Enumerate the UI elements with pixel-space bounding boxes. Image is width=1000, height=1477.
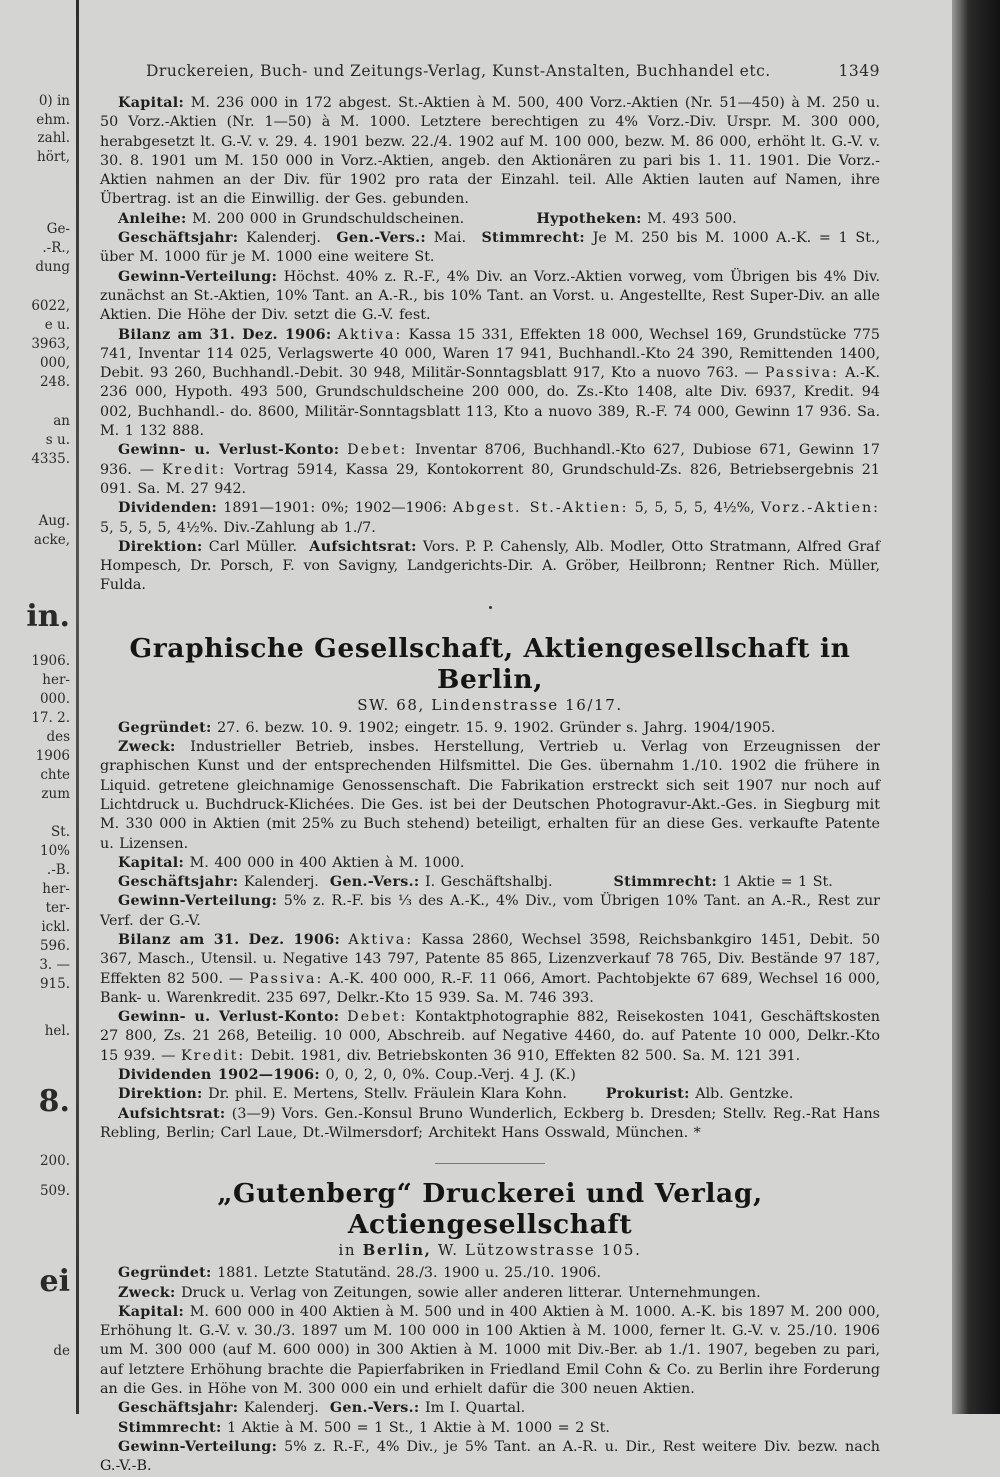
prokurist-label: Prokurist: [605, 1086, 690, 1103]
section-rule [435, 1163, 545, 1164]
bilanz-aktiva-text: Kassa 2860, Wechsel 3598, Reichsbankgiro 1451, Debit. 50 367, Masch., Utensil. u. Negative 143 797, Patente 85 865, Lizenzverkauf 78 765, Div. Bestände 97 187, Effekten 82 500. — [100, 931, 881, 987]
geschaeftsjahr-paragraph [100, 229, 880, 268]
address-street: W. Lützowstrasse 105. [437, 1241, 642, 1260]
dividenden-st-aktien: Abgest. St.-Aktien: [452, 500, 629, 517]
geschaeftsjahr-label: Geschäftsjahr: [118, 874, 239, 891]
stimmrecht-paragraph [100, 1419, 880, 1438]
company-address-gutenberg [100, 1240, 880, 1260]
guv-kredit-text: Debit. 1981, div. Betriebskonten 36 910, Effekten 82 500. Sa. M. 121 391. [250, 1047, 801, 1064]
previous-column-line: Aug. [38, 513, 70, 529]
gewinn-paragraph [100, 1438, 880, 1477]
kapital-label: Kapital: [118, 854, 185, 871]
previous-column-line: 509. [39, 1183, 70, 1199]
direktion-text: Carl Müller. [208, 538, 298, 555]
zweck-label: Zweck: [118, 1284, 176, 1301]
kapital-text: M. 400 000 in 400 Aktien à M. 1000. [189, 854, 465, 871]
dividenden-text: 0, 0, 2, 0, 0%. Coup.-Verj. 4 J. (K.) [325, 1067, 576, 1084]
previous-column-line: 000, [39, 355, 70, 371]
zweck-text: Industrieller Betrieb, insbes. Herstellung, Vertrieb u. Verlag von Erzeugnissen der graphischen Kunst und der entsprechenden Hilfsmittel. Die Ges. übernahm 1./10. 1902 die frühere in Liquid. getretene gleichnamige Genossenschaft. Die Fabrikation erstreckt sich seit 1907 nur noch auf Lichtdruck u. Buchdruck-Klichées. Die Ges. ist bei der Deutschen Photogravur-Akt.-Ges. in Siegburg mit M. 330 000 in Aktien (mit 25% zu Buch stehend) beteiligt, erhalten für an diese Ges. verkaufte Patente u. Lizensen. [100, 739, 880, 852]
geschaeftsjahr-text: Kalenderj. [246, 230, 321, 247]
geschaeftsjahr-label: Geschäftsjahr: [118, 1400, 239, 1417]
company-address-graphische: SW. 68, Lindenstrasse 16/17. [357, 695, 623, 714]
previous-column-line: 000. [39, 691, 70, 707]
previous-column-line: .-B. [46, 862, 70, 878]
stimmrecht-text: Je M. 250 bis M. 1000 A.-K. = 1 St., über M. 1000 für je M. 1000 eine weitere St. [100, 230, 881, 266]
geschaeftsjahr-text: Kalenderj. [243, 874, 319, 891]
running-head [100, 62, 880, 80]
dividenden-text-b: 5, 5, 5, 5, 4½%, [634, 500, 755, 517]
previous-column-line: .-R., [42, 240, 70, 256]
previous-column-line: zum [41, 786, 70, 802]
previous-column-line: 1906 [35, 748, 70, 764]
gegruendet-paragraph [100, 719, 880, 738]
previous-column-line: e u. [44, 317, 70, 333]
address-prefix: in [338, 1241, 357, 1260]
aufsichtsrat-label: Aufsichtsrat: [309, 538, 417, 555]
previous-column-line: 596. [39, 938, 70, 954]
previous-column-line: 10% [39, 843, 70, 859]
gegruendet-label: Gegründet: [118, 719, 212, 736]
genvers-text: I. Geschäftshalbj. [425, 874, 553, 891]
geschaeftsjahr-paragraph [100, 873, 880, 892]
direktion-paragraph [100, 1085, 880, 1104]
running-title: Druckereien, Buch- und Zeitungs-Verlag, Kunst-Anstalten, Buchhandel etc. [146, 62, 771, 80]
previous-column-line: acke, [33, 532, 70, 548]
aufsichtsrat-label: Aufsichtsrat: [118, 1105, 226, 1122]
previous-column-line: 6022, [31, 298, 70, 314]
kapital-paragraph [100, 1303, 880, 1399]
previous-column-line: 0) in [38, 93, 70, 109]
kapital-text: M. 236 000 in 172 abgest. St.-Aktien à M. 500, 400 Vorz.-Aktien (Nr. 51—450) à M. 250 u. 50 Vorz.-Aktien (Nr. 1—50) à M. 1000. Letztere berechtigen zu 4% Vorz.-Div. Urspr. M. 300 000, herabgesetzt lt. G.-V. v. 29. 4. 1901 bezw. 22./4. 1902 auf M. 100 000, bezw. M. 86 000, erhöht lt. G.-V. v. 30. 8. 1901 um M. 150 000 in Vorz.-Aktien, angeb. den Aktionären zu pari bis 1. 11. 1901. Die Vorz.-Aktien nahmen an der Div. für 1902 pro rata der Einzahl. teil. Alle Aktien lauten auf Namen, ihre Übertrag. ist an die Einwillig. der Ges. gebunden. [100, 95, 880, 208]
aufsichtsrat-text: (3—9) Vors. Gen.-Konsul Bruno Wunderlich, Eckberg b. Dresden; Stellv. Reg.-Rat Hans Rebling, Berlin; Carl Laue, Dt.-Wilmersdorf; Architekt Hans Osswald, München. * [100, 1105, 880, 1141]
bilanz-paragraph [100, 931, 880, 1008]
previous-column-line: 8. [38, 1084, 70, 1119]
guv-paragraph [100, 441, 880, 499]
guv-debet-text: Inventar 8706, Buchhandl.-Kto 627, Dubiose 671, Gewinn 17 936. — [100, 442, 881, 478]
entry-continued [100, 94, 880, 609]
company-title-gutenberg: „Gutenberg“ Druckerei und Verlag, Actiengesellschaft [217, 1178, 763, 1241]
entry-gutenberg [100, 1178, 880, 1476]
geschaeftsjahr-paragraph [100, 1399, 880, 1418]
previous-column-line: dung [35, 259, 70, 275]
previous-column-line: her- [42, 881, 70, 897]
zweck-paragraph [100, 738, 880, 854]
address-city: Berlin, [362, 1241, 432, 1260]
zweck-paragraph [100, 1284, 880, 1303]
previous-column-line: 915. [39, 976, 70, 992]
previous-column-line: 3. — [39, 957, 70, 973]
passiva-word: Passiva: [249, 970, 324, 987]
page-edge-shadow [952, 0, 1000, 1414]
debet-word: Debet: [347, 442, 408, 459]
gewinn-text: 5% z. R.-F., 4% Div., je 5% Tant. an A.-R. u. Dir., Rest weitere Div. bezw. nach G.-V.-B. [100, 1438, 881, 1475]
geschaeftsjahr-label: Geschäftsjahr: [118, 230, 239, 247]
gewinn-text: 5% z. R.-F. bis ⅓ des A.-K., 4% Div., vom Übrigen 10% Tant. an A.-R., Rest zur Verf. der G.-V. [100, 893, 881, 929]
entry-graphische-gesellschaft [100, 633, 880, 1165]
company-title-graphische: Graphische Gesellschaft, Aktiengesellschaft in Berlin, [129, 632, 851, 695]
bilanz-paragraph [100, 326, 880, 442]
gewinn-paragraph [100, 268, 880, 326]
passiva-word: Passiva: [764, 365, 839, 382]
page-main-column [100, 62, 880, 1477]
previous-column-line: 248. [39, 374, 70, 390]
guv-debet-text: Kontaktphotographie 882, Reisekosten 1041, Geschäftskosten 27 800, Zs. 21 268, Beteilig. 10 000, Abschreib. auf Negative 4460, do. auf Patente 10 000, Delkr.-Kto 15 939. — [100, 1009, 880, 1064]
previous-column-line: 17. 2. [31, 710, 70, 726]
dividenden-paragraph [100, 1066, 880, 1085]
direktion-text: Dr. phil. E. Mertens, Stellv. Fräulein Klara Kohn. [208, 1086, 567, 1103]
kapital-label: Kapital: [118, 95, 185, 111]
previous-column-line: chte [40, 767, 70, 783]
dividenden-paragraph [100, 499, 880, 538]
kapital-paragraph [100, 94, 880, 210]
guv-kredit-text: Vortrag 5914, Kassa 29, Kontokorrent 80, Grundschuld-Zs. 826, Betriebsergebnis 21 091. Sa. M. 27 942. [100, 461, 880, 497]
aktiva-word: Aktiva: [337, 326, 403, 343]
previous-column-line: in. [26, 599, 70, 634]
previous-column-line: hört, [37, 149, 70, 165]
anleihe-paragraph [100, 210, 880, 229]
previous-column-line: 3963, [31, 336, 70, 352]
genvers-text: Im I. Quartal. [425, 1400, 526, 1417]
previous-column-line: de [53, 1343, 70, 1359]
previous-column-line: hel. [44, 1023, 70, 1039]
anleihe-text: M. 200 000 in Grundschuldscheinen. [192, 210, 465, 227]
gewinn-label: Gewinn-Verteilung: [118, 893, 278, 910]
column-gutter-line [76, 0, 79, 1414]
previous-column-line: 1906. [31, 653, 70, 669]
previous-column-line: des [46, 729, 70, 745]
anleihe-label: Anleihe: [118, 210, 187, 227]
dividenden-text-c: 5, 5, 5, 5, 4½%. Div.-Zahlung ab 1./7. [100, 519, 376, 536]
gewinn-paragraph [100, 892, 880, 931]
geschaeftsjahr-text: Kalenderj. [243, 1400, 319, 1417]
bilanz-aktiva-text: Kassa 15 331, Effekten 18 000, Wechsel 169, Grundstücke 775 741, Inventar 114 025, Verlagswerte 40 000, Waren 17 941, Buchhandl.-Kto 24 390, Remittenden 1400, Debit. 93 260, Buchhandl.-Debit. 30 948, Militär-Sonntagsblatt 917, Kto a nuovo 763. — [100, 326, 881, 382]
zweck-text: Druck u. Verlag von Zeitungen, sowie aller anderen litterar. Unternehmungen. [181, 1284, 761, 1301]
previous-column-line: ickl. [41, 919, 70, 935]
zweck-label: Zweck: [118, 739, 176, 756]
gewinn-text: Höchst. 40% z. R.-F., 4% Div. an Vorz.-Aktien vorweg, vom Übrigen bis 4% Div. zunächst an St.-Aktien, 10% Tant. an A.-R., bis 10% Tant. an Vorst. u. Angestellte, Rest Super-Div. an alle Aktien. Die Höhe der Div. setzt die G.-V. fest. [100, 268, 880, 324]
previous-column-line: s u. [45, 432, 70, 448]
previous-column-line: her- [42, 672, 70, 688]
stimmrecht-label: Stimmrecht: [481, 230, 585, 247]
guv-label: Gewinn- u. Verlust-Konto: [118, 442, 340, 459]
stimmrecht-text: 1 Aktie à M. 500 = 1 St., 1 Aktie à M. 1000 = 2 St. [227, 1419, 610, 1436]
previous-column-line: St. [51, 824, 70, 840]
dividenden-text-a: 1891—1901: 0%; 1902—1906: [223, 500, 447, 517]
dividenden-vorz-aktien: Vorz.-Aktien: [760, 500, 880, 517]
guv-label: Gewinn- u. Verlust-Konto: [118, 1009, 340, 1026]
previous-column-line: 4335. [31, 451, 70, 467]
direktion-label: Direktion: [118, 538, 203, 555]
page-number: 1349 [838, 62, 880, 80]
bilanz-label: Bilanz am 31. Dez. 1906: [118, 326, 332, 343]
direktion-paragraph [100, 538, 880, 596]
bilanz-passiva-text: A.-K. 400 000, R.-F. 11 066, Amort. Pachtobjekte 67 689, Wechsel 16 000, Bank- u. Warenkredit. 235 697, Delkr.-Kto 15 939. Sa. M. 746 393. [100, 970, 881, 1006]
gewinn-label: Gewinn-Verteilung: [118, 268, 278, 285]
kapital-text: M. 600 000 in 400 Aktien à M. 500 und in 400 Aktien à M. 1000. A.-K. bis 1897 M. 200 000, Erhöhung lt. G.-V. v. 30./3. 1897 um M. 100 000 in 100 Aktien à M. 1000, ferner lt. G.-V. v. 25./10. 1906 um M. 300 000 (auf M. 600 000) in 300 Aktien à M. 1000 mit Div.-Ber. ab 1./1. 1907, begeben zu pari, auf letztere Erhöhung brachte die Papierfabriken in Friedland Emil Cohn & Co. zu Berlin ihre Forderung an die Ges. in Höhe von M. 300 000 ein und erhielt dafür die 300 neuen Aktien. [100, 1303, 880, 1398]
gegruendet-text: 27. 6. bezw. 10. 9. 1902; eingetr. 15. 9. 1902. Gründer s. Jahrg. 1904/1905. [217, 719, 776, 736]
dividenden-label: Dividenden 1902—1906: [118, 1067, 320, 1084]
previous-column-line: an [53, 413, 70, 429]
gewinn-label: Gewinn-Verteilung: [118, 1438, 278, 1455]
bilanz-label: Bilanz am 31. Dez. 1906: [118, 931, 341, 948]
dividenden-label: Dividenden: [118, 500, 218, 517]
gegruendet-paragraph [100, 1264, 880, 1283]
section-dot-divider [489, 606, 492, 609]
aufsichtsrat-paragraph [100, 1105, 880, 1144]
hypotheken-label: Hypotheken: [536, 210, 642, 227]
aktiva-word: Aktiva: [348, 931, 414, 948]
stimmrecht-label: Stimmrecht: [118, 1419, 222, 1436]
prokurist-text: Alb. Gentzke. [695, 1086, 794, 1103]
bilanz-passiva-text: A.-K. 236 000, Hypoth. 493 500, Grundschuldscheine 200 000, do. Zs.-Kto 1408, alte Div. 6937, Kredit. 94 002, Buchhandl.- do. 8600, Militär-Sonntagsblatt 113, Kto a nuovo 389, R.-F. 74 000, Gewinn 17 936. Sa. M. 1 132 888. [100, 365, 881, 440]
previous-column-line: Ge- [46, 221, 70, 237]
previous-column-line: ter- [45, 900, 70, 916]
gegruendet-text: 1881. Letzte Statutänd. 28./3. 1900 u. 25./10. 1906. [217, 1265, 602, 1282]
direktion-label: Direktion: [118, 1086, 203, 1103]
gegruendet-label: Gegründet: [118, 1265, 212, 1282]
stimmrecht-label: Stimmrecht: [613, 874, 718, 891]
kapital-label: Kapital: [118, 1303, 185, 1320]
previous-column-line: ehm. [36, 112, 70, 128]
kredit-word: Kredit: [161, 461, 227, 478]
previous-column-line: zahl. [37, 130, 70, 146]
aufsichtsrat-text: Vors. P. P. Cahensly, Alb. Modler, Otto Stratmann, Alfred Graf Hompesch, Dr. Porsch, F. von Savigny, Landgerichts-Dir. A. Gröber, Heilbronn; Rentner Rich. Müller, Fulda. [100, 538, 880, 594]
hypotheken-text: M. 493 500. [647, 210, 737, 227]
previous-column-line: ei [39, 1264, 70, 1299]
genvers-label: Gen.-Vers.: [336, 230, 426, 247]
stimmrecht-text: 1 Aktie = 1 St. [722, 874, 833, 891]
genvers-text: Mai. [433, 230, 466, 247]
genvers-label: Gen.-Vers.: [329, 874, 420, 891]
kredit-word: Kredit: [180, 1047, 246, 1064]
debet-word: Debet: [347, 1009, 408, 1026]
genvers-label: Gen.-Vers.: [329, 1400, 420, 1417]
guv-paragraph [100, 1008, 880, 1066]
kapital-paragraph [100, 854, 880, 873]
previous-column-line: 200. [39, 1153, 70, 1169]
